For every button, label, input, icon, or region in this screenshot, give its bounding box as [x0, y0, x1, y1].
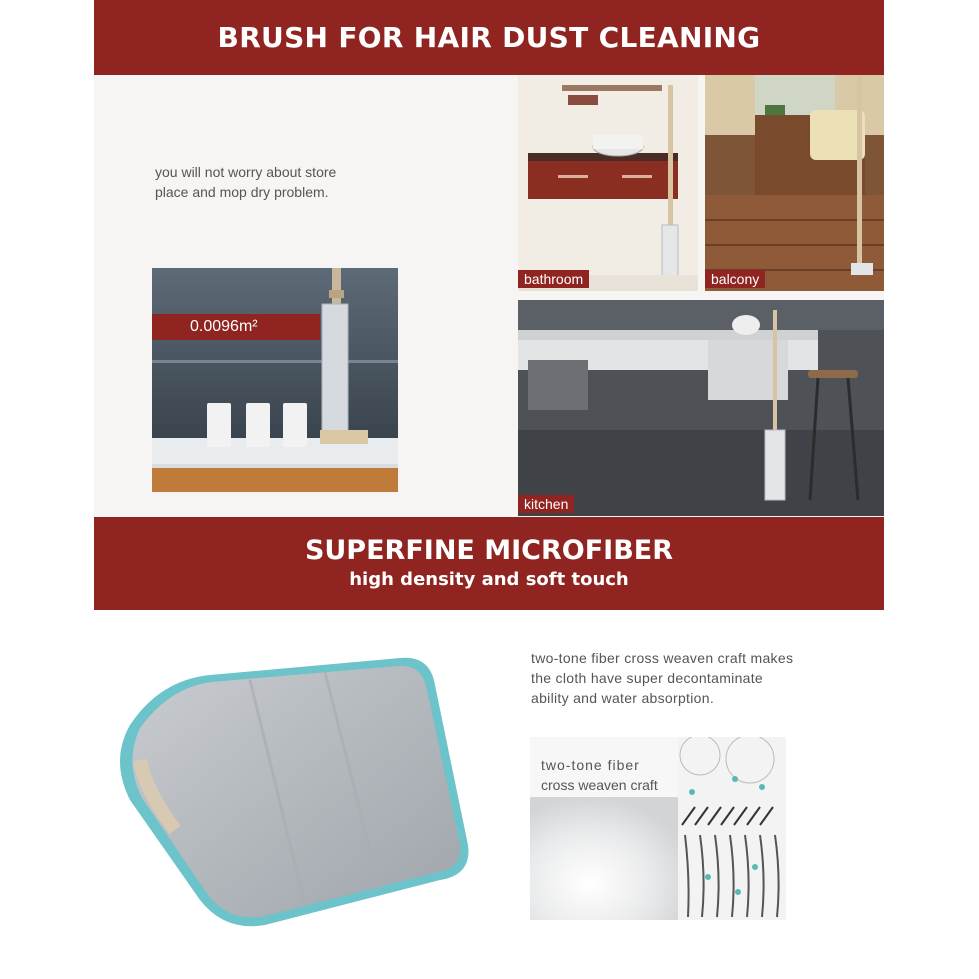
- fiber-description-line-2: the cloth have super decontaminate: [531, 670, 764, 686]
- fiber-description-line-1: two-tone fiber cross weaven craft makes: [531, 650, 794, 666]
- mop-area-photo: [152, 268, 398, 492]
- microfiber-title: SUPERFINE MICROFIBER: [304, 535, 674, 566]
- room-tag-balcony: balcony: [705, 270, 765, 288]
- mop-area-illustration: [152, 268, 398, 492]
- microfiber-banner: [94, 517, 884, 610]
- fiber-inset-label: [541, 755, 658, 795]
- bathroom-illustration: [518, 75, 698, 291]
- area-size-label: 0.0096m²: [152, 314, 320, 340]
- kitchen-photo: [518, 300, 884, 516]
- microfiber-subtitle: high density and soft touch: [349, 569, 629, 590]
- microfiber-pad-photo: [100, 640, 480, 930]
- kitchen-illustration: [518, 300, 884, 516]
- top-banner: [94, 0, 884, 75]
- fiber-inset-label-line-2: cross weaven craft: [541, 777, 658, 793]
- fiber-description: [531, 648, 793, 708]
- storage-text-line-2: place and mop dry problem.: [155, 184, 329, 200]
- balcony-illustration: [705, 75, 884, 291]
- storage-text: [155, 162, 336, 202]
- balcony-photo: [705, 75, 884, 291]
- room-tag-bathroom: bathroom: [518, 270, 589, 288]
- microfiber-pad-illustration: [100, 640, 480, 930]
- fiber-inset-label-line-1: two-tone fiber: [541, 757, 640, 773]
- room-tag-kitchen: kitchen: [518, 495, 574, 513]
- fiber-detail-inset: [530, 737, 786, 920]
- bathroom-photo: [518, 75, 698, 291]
- storage-text-line-1: you will not worry about store: [155, 164, 337, 180]
- banner-title: BRUSH FOR HAIR DUST CLEANING: [217, 21, 761, 54]
- fiber-description-line-3: ability and water absorption.: [531, 690, 715, 706]
